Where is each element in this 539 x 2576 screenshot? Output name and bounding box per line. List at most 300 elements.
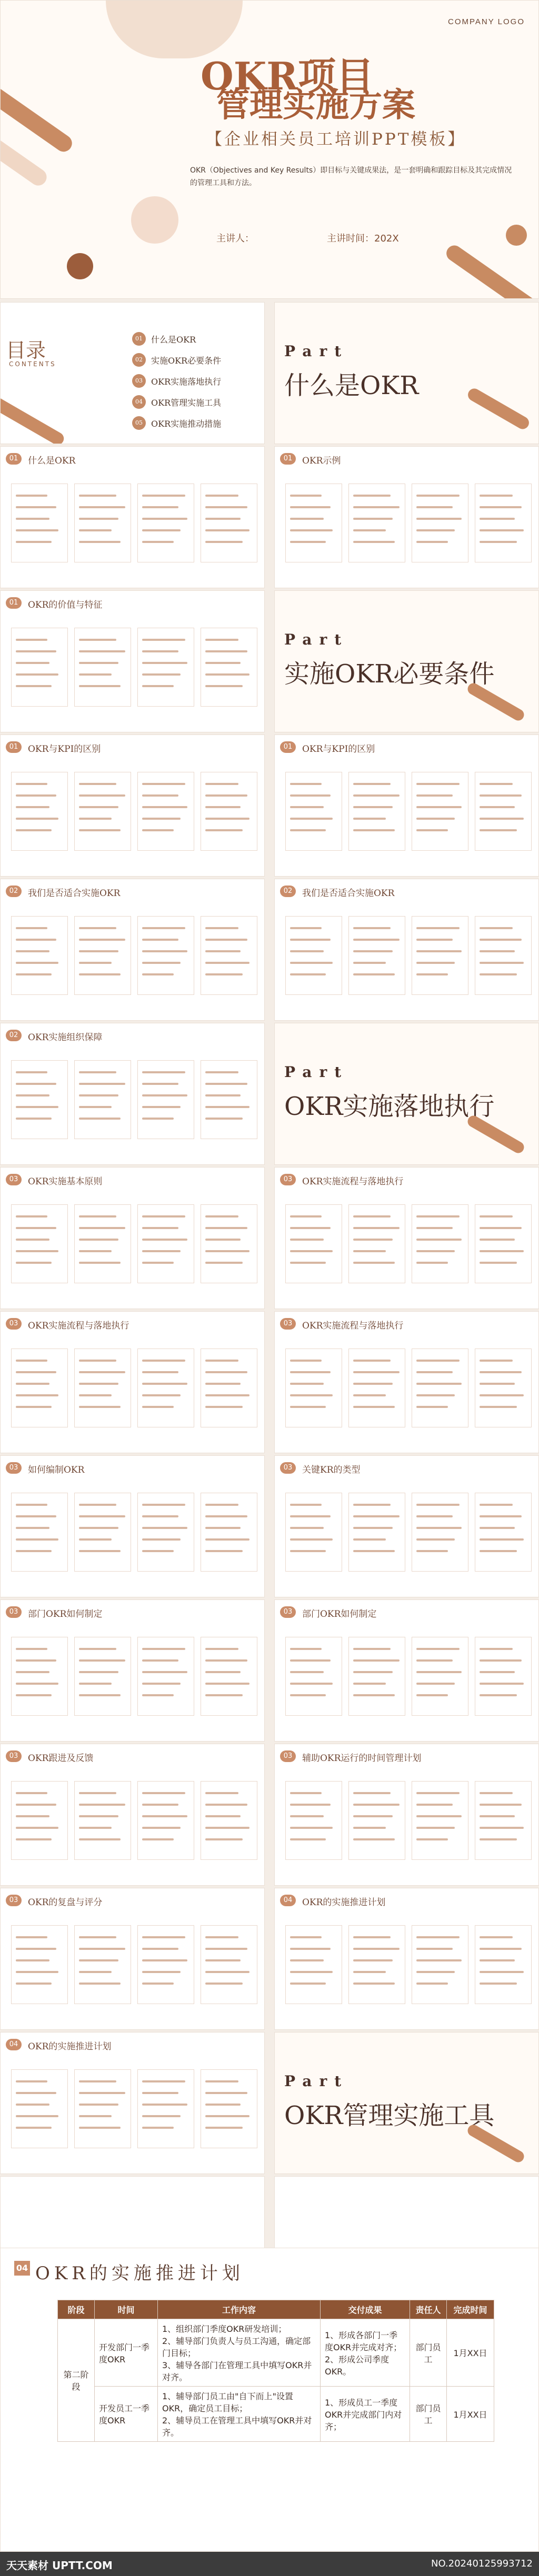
text-placeholder	[480, 1971, 524, 1973]
text-placeholder	[16, 650, 56, 652]
text-placeholder	[142, 1538, 181, 1541]
text-placeholder	[416, 1515, 453, 1517]
slide-title: 关键KR的类型	[302, 1465, 361, 1475]
text-placeholder	[79, 1118, 121, 1120]
text-placeholder	[142, 1527, 187, 1529]
text-placeholder	[142, 1648, 185, 1650]
slide-title: 辅助OKR运行的时间管理计划	[302, 1753, 422, 1764]
text-placeholder	[142, 1383, 187, 1385]
toc-item[interactable]	[132, 416, 258, 430]
text-placeholder	[79, 673, 112, 676]
result-cell: 1、形成各部门一季度OKR并完成对齐； 2、形成公司季度OKR。	[321, 2319, 410, 2387]
text-placeholder	[416, 950, 462, 952]
text-placeholder	[480, 939, 522, 941]
text-placeholder	[79, 1648, 116, 1650]
slide-title: OKR示例	[302, 456, 341, 466]
decor-pill	[466, 2122, 526, 2164]
content-card	[348, 1349, 405, 1427]
text-placeholder	[16, 1094, 49, 1096]
text-placeholder	[79, 1227, 125, 1229]
text-placeholder	[79, 2092, 125, 2094]
text-placeholder	[480, 1360, 513, 1362]
text-placeholder	[142, 1683, 181, 1685]
toc-number: 01	[132, 332, 146, 346]
text-placeholder	[290, 1659, 331, 1662]
text-placeholder	[16, 2115, 58, 2117]
text-placeholder	[142, 639, 185, 641]
text-placeholder	[480, 1983, 517, 1985]
text-placeholder	[416, 1959, 462, 1961]
text-placeholder	[290, 973, 326, 975]
content-card	[11, 1204, 68, 1283]
text-placeholder	[353, 1538, 386, 1541]
text-placeholder	[205, 950, 241, 952]
text-placeholder	[290, 1504, 322, 1506]
text-placeholder	[142, 829, 174, 831]
text-placeholder	[353, 950, 393, 952]
text-placeholder	[480, 794, 522, 797]
text-placeholder	[353, 1694, 395, 1696]
text-placeholder	[142, 1792, 185, 1794]
content-card	[201, 1060, 257, 1139]
text-placeholder	[142, 1515, 178, 1517]
text-placeholder	[79, 650, 125, 652]
text-placeholder	[142, 529, 181, 531]
content-card	[412, 1925, 468, 2004]
text-placeholder	[416, 1504, 460, 1506]
text-placeholder	[416, 495, 460, 497]
content-card	[11, 916, 68, 995]
content-slide	[274, 1311, 539, 1453]
text-placeholder	[16, 1971, 58, 1973]
content-slide	[0, 1744, 265, 1886]
text-placeholder	[290, 1648, 322, 1650]
text-placeholder	[142, 506, 178, 508]
text-placeholder	[205, 818, 249, 820]
text-placeholder	[290, 1804, 331, 1806]
text-placeholder	[353, 1815, 393, 1817]
text-placeholder	[16, 950, 49, 952]
text-placeholder	[79, 1239, 118, 1241]
text-placeholder	[416, 1538, 455, 1541]
content-slide	[0, 446, 265, 588]
text-placeholder	[480, 1936, 513, 1938]
text-placeholder	[290, 1394, 333, 1396]
text-placeholder	[16, 1118, 52, 1120]
text-placeholder	[79, 541, 121, 543]
text-placeholder	[142, 1371, 178, 1373]
toc-item[interactable]	[132, 353, 258, 367]
toc-item[interactable]	[132, 374, 258, 388]
slide-title: 如何编制OKR	[28, 1465, 85, 1475]
text-placeholder	[205, 1406, 243, 1408]
text-placeholder	[416, 518, 462, 520]
content-card	[11, 1060, 68, 1139]
content-card	[285, 916, 342, 995]
content-slide	[274, 734, 539, 877]
text-placeholder	[205, 2115, 249, 2117]
content-card	[201, 2069, 257, 2148]
cover-title-line1: OKR项目	[201, 54, 374, 98]
text-placeholder	[290, 1515, 331, 1517]
text-placeholder	[480, 1838, 517, 1840]
text-placeholder	[142, 1106, 181, 1108]
content-card	[74, 1204, 131, 1283]
text-placeholder	[416, 1671, 462, 1673]
content-card	[348, 1637, 405, 1716]
slide-number: 01	[6, 453, 22, 465]
content-card	[11, 2069, 68, 2148]
toc-item-label: 什么是OKR	[151, 334, 196, 345]
content-slide	[274, 1599, 539, 1742]
content-card	[201, 1349, 257, 1427]
text-placeholder	[16, 506, 56, 508]
text-placeholder	[142, 1659, 178, 1662]
text-placeholder	[353, 818, 386, 820]
text-placeholder	[16, 529, 58, 531]
text-placeholder	[205, 2080, 238, 2082]
slide-title: 部门OKR如何制定	[28, 1609, 103, 1619]
part-label: Part	[284, 1063, 349, 1081]
date-cell: 1月XX日	[447, 2319, 494, 2387]
text-placeholder	[290, 1936, 322, 1938]
slide-title: OKR的实施推进计划	[302, 1897, 386, 1908]
content-card	[137, 916, 194, 995]
text-placeholder	[16, 1371, 56, 1373]
text-placeholder	[205, 829, 243, 831]
text-placeholder	[480, 1239, 515, 1241]
content-card	[11, 1349, 68, 1427]
text-placeholder	[290, 1406, 326, 1408]
text-placeholder	[290, 1671, 324, 1673]
toc-item-label: OKR实施落地执行	[151, 376, 222, 387]
text-placeholder	[205, 1804, 247, 1806]
text-placeholder	[353, 1239, 393, 1241]
text-placeholder	[290, 1262, 326, 1264]
text-placeholder	[205, 1083, 247, 1085]
slide-number: 01	[6, 597, 22, 609]
text-placeholder	[79, 806, 118, 808]
text-placeholder	[353, 495, 391, 497]
text-placeholder	[480, 1683, 524, 1685]
text-placeholder	[205, 806, 241, 808]
text-placeholder	[416, 1550, 448, 1552]
plan-slide	[0, 2248, 539, 2552]
content-card	[201, 916, 257, 995]
text-placeholder	[205, 1936, 238, 1938]
text-placeholder	[353, 973, 395, 975]
content-card	[74, 1925, 131, 2004]
plan-table	[57, 2300, 494, 2442]
content-card	[74, 2069, 131, 2148]
text-placeholder	[16, 1804, 56, 1806]
content-card	[137, 1925, 194, 2004]
text-placeholder	[205, 939, 247, 941]
decor-pill	[466, 681, 526, 722]
slide-title: 我们是否适合实施OKR	[302, 888, 395, 899]
stage-cell: 第二阶段	[58, 2319, 95, 2442]
toc-item-label: OKR实施推动措施	[151, 418, 222, 429]
text-placeholder	[16, 639, 47, 641]
text-placeholder	[480, 1215, 513, 1217]
text-placeholder	[353, 1827, 386, 1829]
slide-title: OKR实施流程与落地执行	[302, 1321, 404, 1331]
text-placeholder	[205, 639, 238, 641]
content-card	[412, 1349, 468, 1427]
text-placeholder	[480, 1504, 513, 1506]
text-placeholder	[142, 2092, 178, 2094]
text-placeholder	[480, 1527, 515, 1529]
text-placeholder	[290, 1683, 333, 1685]
text-placeholder	[142, 1671, 187, 1673]
content-card	[412, 1781, 468, 1860]
content-card	[285, 1349, 342, 1427]
part1-slide	[274, 302, 539, 444]
toc-item[interactable]	[132, 332, 258, 346]
slide-number: 02	[6, 886, 22, 897]
content-card	[348, 772, 405, 851]
text-placeholder	[205, 1792, 238, 1794]
content-card	[74, 916, 131, 995]
slide-number: 04	[6, 2039, 22, 2050]
text-placeholder	[142, 1936, 185, 1938]
text-placeholder	[79, 1071, 116, 1073]
text-placeholder	[205, 1504, 238, 1506]
content-card	[11, 484, 68, 562]
text-placeholder	[205, 1215, 238, 1217]
time-label: 主讲时间：202X	[327, 233, 399, 244]
time-cell: 开发部门一季度OKR	[95, 2319, 158, 2387]
text-placeholder	[416, 1936, 460, 1938]
slide-title: OKR的复盘与评分	[28, 1897, 103, 1908]
decor-dot	[67, 253, 93, 279]
content-slide	[0, 1023, 265, 1165]
text-placeholder	[205, 1371, 247, 1373]
content-card	[201, 484, 257, 562]
text-placeholder	[205, 783, 238, 785]
text-placeholder	[142, 685, 174, 687]
text-placeholder	[142, 1239, 187, 1241]
content-card	[137, 2069, 194, 2148]
text-placeholder	[142, 806, 187, 808]
text-placeholder	[353, 506, 400, 508]
content-card	[475, 484, 532, 562]
text-placeholder	[416, 1694, 448, 1696]
content-card	[201, 1925, 257, 2004]
slide-title: OKR实施流程与落地执行	[28, 1321, 129, 1331]
text-placeholder	[205, 1262, 243, 1264]
text-placeholder	[205, 2104, 241, 2106]
text-placeholder	[416, 1827, 455, 1829]
plan-title: OKR的实施推进计划	[35, 2263, 244, 2284]
content-card	[137, 1349, 194, 1427]
toc-item[interactable]	[132, 395, 258, 409]
text-placeholder	[79, 1792, 116, 1794]
toc-number: 02	[132, 353, 146, 367]
text-placeholder	[480, 1406, 517, 1408]
text-placeholder	[205, 1971, 249, 1973]
header-cell: 工作内容	[158, 2300, 321, 2319]
toc-slide	[0, 302, 265, 444]
text-placeholder	[290, 1815, 324, 1817]
text-placeholder	[79, 1106, 112, 1108]
text-placeholder	[79, 1250, 112, 1252]
text-placeholder	[353, 1983, 395, 1985]
text-placeholder	[353, 1838, 395, 1840]
text-placeholder	[353, 1659, 400, 1662]
text-placeholder	[16, 2104, 49, 2106]
text-placeholder	[79, 495, 116, 497]
text-placeholder	[480, 1948, 522, 1950]
header-cell: 完成时间	[447, 2300, 494, 2319]
text-placeholder	[79, 1215, 116, 1217]
text-placeholder	[205, 506, 247, 508]
text-placeholder	[416, 927, 460, 929]
text-placeholder	[353, 1406, 395, 1408]
text-placeholder	[416, 829, 448, 831]
text-placeholder	[353, 541, 395, 543]
result-cell: 1、形成员工一季度OKR并完成部门内对齐；	[321, 2387, 410, 2442]
content-card	[412, 484, 468, 562]
part-label: Part	[284, 2072, 349, 2090]
decor-dot	[506, 225, 527, 246]
text-placeholder	[142, 1262, 174, 1264]
content-card	[11, 1925, 68, 2004]
content-card	[348, 1781, 405, 1860]
text-placeholder	[205, 1671, 241, 1673]
text-placeholder	[205, 1118, 243, 1120]
part-slide	[274, 590, 539, 732]
text-placeholder	[290, 806, 324, 808]
text-placeholder	[205, 1394, 249, 1396]
text-placeholder	[205, 1250, 249, 1252]
text-placeholder	[16, 1683, 58, 1685]
text-placeholder	[16, 2127, 52, 2129]
content-cell: 1、组织部门季度OKR研发培训； 2、辅导部门负责人与员工沟通，确定部门目标； 3、辅导各部门在管理工具中填写OKR并对齐。	[158, 2319, 321, 2387]
text-placeholder	[142, 1227, 178, 1229]
text-placeholder	[142, 1504, 185, 1506]
text-placeholder	[480, 806, 515, 808]
content-card	[285, 1204, 342, 1283]
text-placeholder	[480, 1671, 515, 1673]
text-placeholder	[142, 1094, 187, 1096]
toc-item-label: 实施OKR必要条件	[151, 355, 222, 366]
text-placeholder	[142, 950, 187, 952]
part-title: OKR实施落地执行	[284, 1092, 495, 1121]
text-placeholder	[142, 1827, 181, 1829]
text-placeholder	[16, 1406, 52, 1408]
content-slide	[274, 879, 539, 1021]
text-placeholder	[353, 783, 391, 785]
text-placeholder	[16, 1792, 47, 1794]
content-card	[74, 628, 131, 707]
decor-pill	[0, 84, 75, 155]
text-placeholder	[353, 1394, 386, 1396]
text-placeholder	[480, 518, 515, 520]
content-card	[137, 1204, 194, 1283]
content-slide	[0, 1311, 265, 1453]
text-placeholder	[16, 806, 49, 808]
text-placeholder	[16, 518, 49, 520]
text-placeholder	[290, 1227, 331, 1229]
header-cell: 时间	[95, 2300, 158, 2319]
text-placeholder	[353, 518, 393, 520]
content-card	[201, 772, 257, 851]
text-placeholder	[416, 1804, 453, 1806]
slide-number: 04	[280, 1895, 296, 1906]
text-placeholder	[416, 973, 448, 975]
text-placeholder	[205, 1383, 241, 1385]
text-placeholder	[79, 1948, 125, 1950]
text-placeholder	[79, 1371, 125, 1373]
text-placeholder	[353, 1383, 393, 1385]
text-placeholder	[16, 1515, 56, 1517]
content-card	[475, 916, 532, 995]
text-placeholder	[480, 927, 513, 929]
text-placeholder	[480, 1550, 517, 1552]
text-placeholder	[16, 1538, 58, 1541]
text-placeholder	[142, 662, 187, 664]
text-placeholder	[142, 495, 185, 497]
text-placeholder	[290, 1827, 333, 1829]
text-placeholder	[205, 1538, 249, 1541]
header-cell: 阶段	[58, 2300, 95, 2319]
text-placeholder	[16, 1239, 49, 1241]
toc-number: 05	[132, 416, 146, 430]
part-title: 什么是OKR	[284, 371, 419, 400]
text-placeholder	[142, 962, 181, 964]
text-placeholder	[416, 1792, 460, 1794]
text-placeholder	[79, 962, 112, 964]
text-placeholder	[205, 673, 249, 676]
text-placeholder	[353, 1648, 391, 1650]
text-placeholder	[142, 1250, 181, 1252]
content-card	[74, 1637, 131, 1716]
text-placeholder	[79, 1959, 118, 1961]
slide-number: 03	[6, 1750, 22, 1762]
text-placeholder	[16, 1694, 52, 1696]
slide-number: 03	[6, 1895, 22, 1906]
text-placeholder	[16, 1671, 49, 1673]
text-placeholder	[416, 1383, 462, 1385]
text-placeholder	[480, 506, 522, 508]
text-placeholder	[142, 2104, 187, 2106]
text-placeholder	[480, 1792, 513, 1794]
text-placeholder	[290, 794, 331, 797]
text-placeholder	[205, 1838, 243, 1840]
content-card	[11, 628, 68, 707]
content-card	[137, 1637, 194, 1716]
content-card	[348, 1925, 405, 2004]
decor-pill	[466, 386, 532, 431]
text-placeholder	[142, 650, 178, 652]
text-placeholder	[353, 529, 386, 531]
text-placeholder	[480, 1394, 524, 1396]
text-placeholder	[16, 927, 47, 929]
text-placeholder	[79, 2115, 112, 2117]
text-placeholder	[205, 1983, 243, 1985]
text-placeholder	[16, 2092, 56, 2094]
text-placeholder	[79, 973, 121, 975]
text-placeholder	[416, 1250, 455, 1252]
content-card	[348, 916, 405, 995]
footer-left-text: 天天素材 UPTT.COM	[6, 2559, 113, 2572]
text-placeholder	[205, 927, 238, 929]
text-placeholder	[353, 1262, 395, 1264]
text-placeholder	[205, 1515, 247, 1517]
text-placeholder	[480, 1827, 524, 1829]
content-card	[348, 1493, 405, 1572]
